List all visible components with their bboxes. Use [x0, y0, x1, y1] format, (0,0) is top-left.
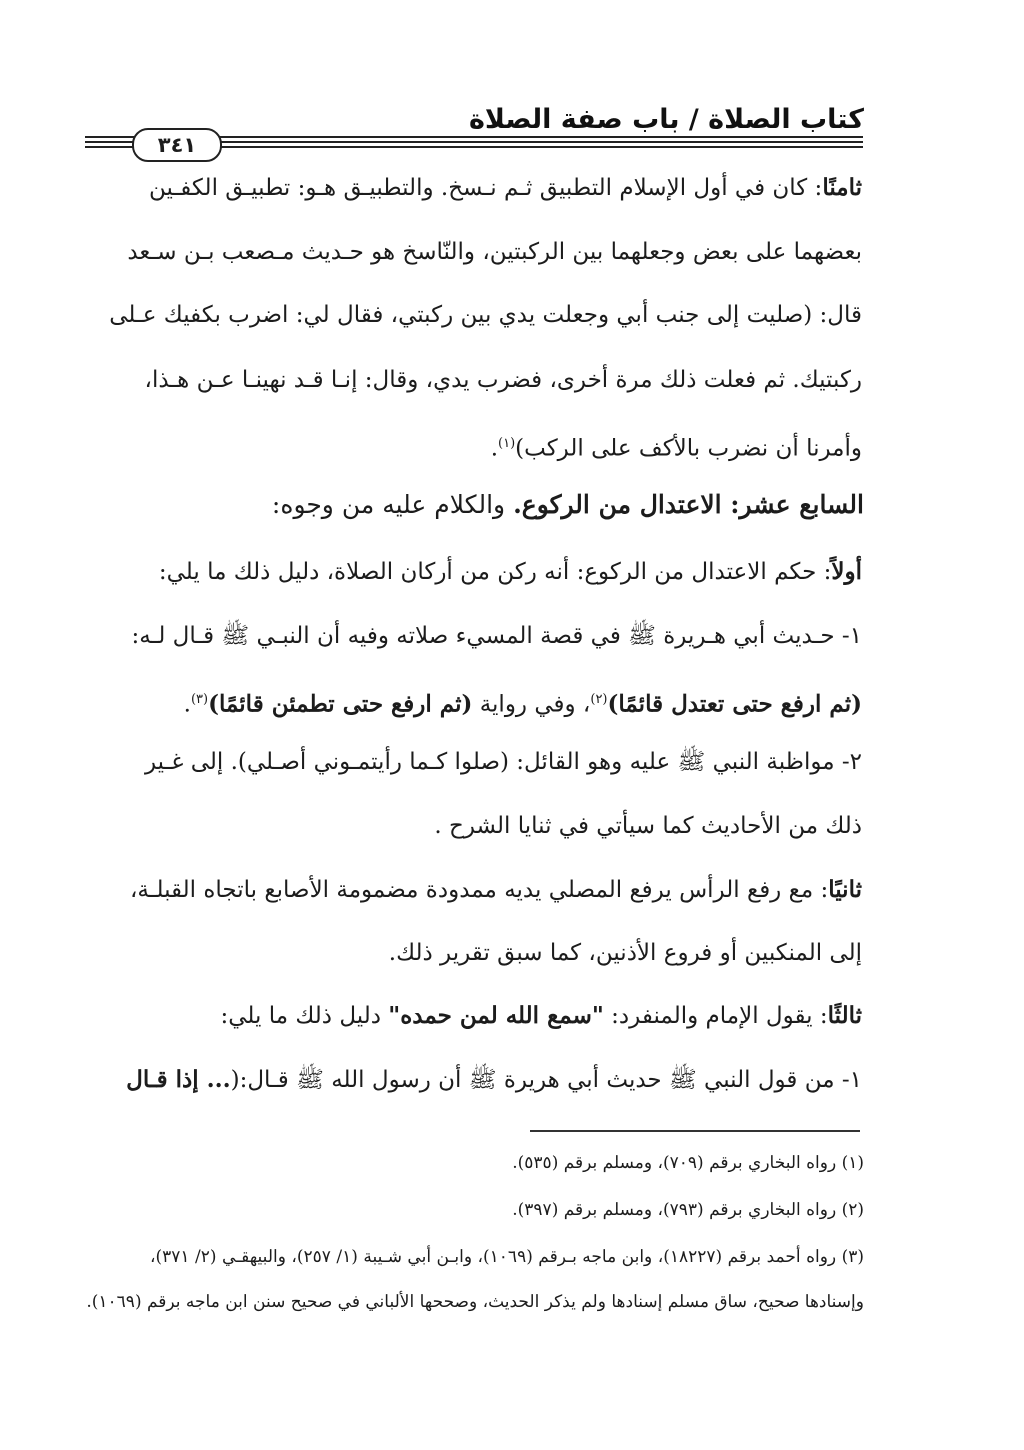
text-span: : حكم الاعتدال من الركوع: أنه ركن من أركان الصلاة، دليل ذلك ما يلي:: [158, 559, 832, 585]
paragraph-line: [150, 427, 862, 466]
text-span: دليل ذلك ما يلي:: [220, 1003, 389, 1029]
paragraph-label: أولاً: [831, 558, 862, 585]
paragraph-line: إلى المنكبين أو فروع الأذنين، كما سبق تقرير ذلك.: [388, 940, 862, 966]
section-title: السابع عشر: الاعتدال من الركوع.: [513, 490, 864, 519]
footnote-separator: [530, 1130, 860, 1132]
paragraph-line: قال: (صليت إلى جنب أبي وجعلت يدي بين ركبتي، فقال لي: اضرب بكفيك عـلى: [109, 302, 862, 328]
footnote-ref: (٣): [190, 692, 209, 707]
paragraph-line: بعضهما على بعض وجعلهما بين الركبتين، والنّاسخ هو حـديث مـصعب بـن سـعد: [127, 239, 862, 265]
text-span: ١- من قول النبي ﷺ حديث أبي هريرة ﷺ أن رسول الله ﷺ قـال:(: [230, 1067, 862, 1093]
paragraph-line: [150, 555, 862, 589]
tasmi-quote: "سمع الله لمن حمده": [388, 1002, 604, 1029]
footnote: (٣) رواه أحمد برقم (١٨٢٢٧)، وابن ماجه بـرقم (١٠٦٩)، وابـن أبي شـيبة (١/ ٢٥٧)، والبيهقـي (٢/ ٣٧١)،: [150, 1247, 864, 1267]
paragraph-line: ذلك من الأحاديث كما سيأتي في ثنايا الشرح .: [434, 813, 862, 839]
footnote: (١) رواه البخاري برقم (٧٠٩)، ومسلم برقم (٥٣٥).: [512, 1153, 864, 1173]
text-span: : يقول الإمام والمنفرد:: [603, 1003, 828, 1029]
paragraph-line: [150, 999, 862, 1033]
footnote-ref: (١): [498, 436, 516, 451]
paragraph-line: ٢- مواظبة النبي ﷺ عليه وهو القائل: (صلوا كـما رأيتمـوني أصـلي). إلى غـير: [144, 749, 862, 775]
footnote: وإسنادها صحيح، ساق مسلم إسنادها ولم يذكر الحديث، وصححها الألباني في صحيح سنن ابن ماجه برقم (١٠٦٩).: [86, 1292, 864, 1312]
paragraph-line: [150, 171, 862, 205]
hadith-quote: (ثم ارفع حتى تطمئن قائمًا): [208, 690, 473, 718]
paragraph-line: [126, 1063, 862, 1097]
text-span: : كان في أول الإسلام التطبيق ثـم نـسخ. والتطبيـق هـو: تطبيـق الكفـين: [149, 175, 823, 201]
text-span: : مع رفع الرأس يرفع المصلي يديه ممدودة مضمومة الأصابع باتجاه القبلـة،: [129, 877, 829, 903]
running-title: كتاب الصلاة / باب صفة الصلاة: [468, 104, 864, 135]
paragraph-label: ثالثًا: [827, 1002, 862, 1029]
hadith-quote: ... إذا قـال: [126, 1066, 231, 1093]
section-tail: والكلام عليه من وجوه:: [271, 490, 514, 519]
text-span: وأمرنا أن نضرب بالأكف على الركب): [515, 435, 862, 462]
paragraph-label: ثانيًا: [828, 876, 862, 903]
paragraph-line: ١- حـديث أبي هـريرة ﷺ في قصة المسيء صلاته وفيه أن النبـي ﷺ قـال لـه:: [131, 623, 862, 649]
paragraph-line: [129, 873, 862, 907]
text-span: ، وفي رواية: [472, 691, 591, 718]
paragraph-label: ثامنًا: [822, 174, 862, 201]
page-number: ٣٤١: [132, 128, 222, 162]
hadith-quote: (ثم ارفع حتى تعتدل قائمًا): [607, 690, 862, 718]
section-heading: [272, 490, 864, 519]
paragraph-line: [150, 683, 862, 722]
paragraph-line: ركبتيك. ثم فعلت ذلك مرة أخرى، فضرب يدي، وقال: إنـا قـد نهينـا عـن هـذا،: [144, 367, 862, 393]
footnote: (٢) رواه البخاري برقم (٧٩٣)، ومسلم برقم (٣٩٧).: [512, 1200, 864, 1220]
text-span: .: [490, 435, 499, 462]
footnote-ref: (٢): [590, 692, 608, 707]
text-span: .: [183, 691, 191, 718]
